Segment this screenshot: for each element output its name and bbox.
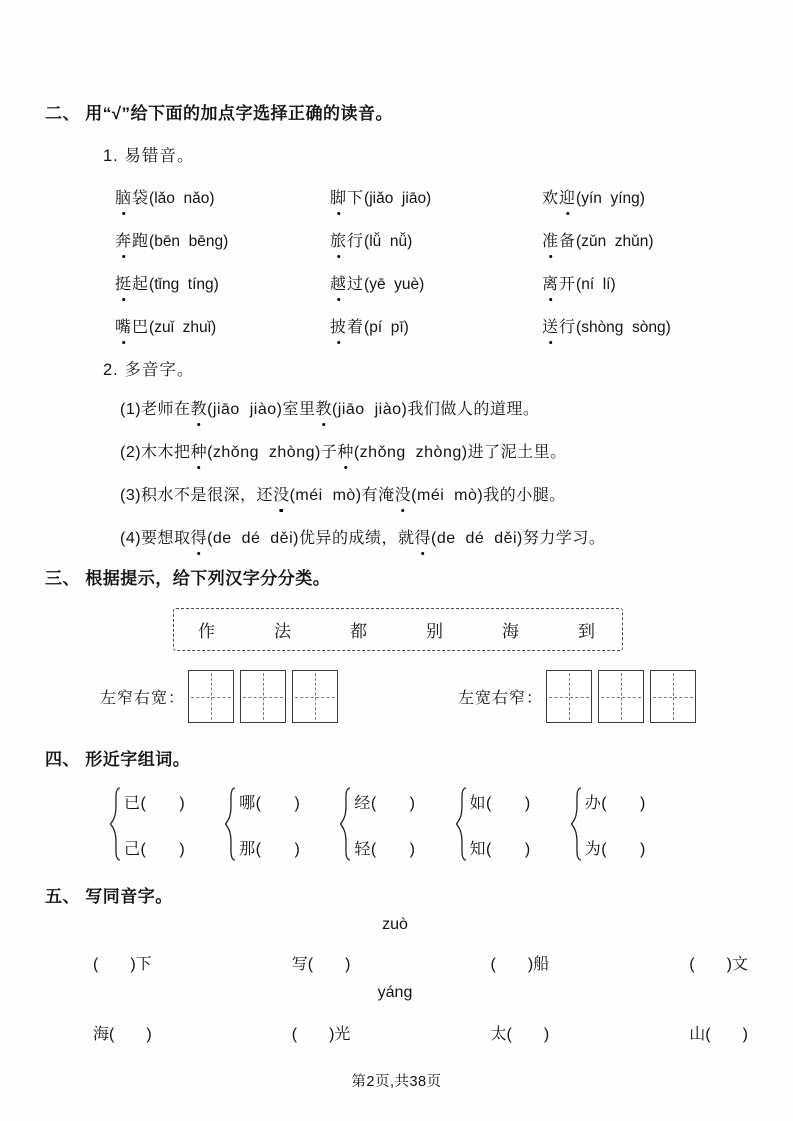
homophone-item: 山( ) [689,1026,748,1043]
pair-column [470,792,531,862]
dotted-char: 越 [330,274,347,296]
classification-row [100,670,748,723]
homophone-item: ( )文 [689,956,748,973]
grid-cells-right [546,670,696,723]
tian-grid-cell [598,670,644,723]
section2-sub1-label: 1. 易错音。 [103,147,195,165]
section2-sub2-label: 2. 多音字。 [103,361,195,379]
pair-bottom: 知( ) [469,840,531,858]
tian-grid-cell [292,670,338,723]
section3-heading: 三、 根据提示，给下列汉字分分类。 [45,569,331,588]
tian-grid-cell [188,670,234,723]
charbank-char: 法 [274,622,292,641]
dotted-char: 旅 [330,231,347,253]
sentence-text: (de dé děi)优异的成绩，就 [207,530,415,547]
dotted-char: 教 [191,399,208,421]
pinyin-options: (yín yíng) [576,190,645,207]
word-post: 袋 [132,190,150,207]
pair-top: 办( ) [584,794,646,812]
charbank-char: 别 [426,622,444,641]
tian-grid-cell [546,670,592,723]
dotted-char: 迎 [559,188,576,210]
word-item [542,274,748,296]
sentence-text: (3)积水不是很深，还 [120,487,274,504]
polyphone-sentences [120,399,748,550]
pair-group [225,787,300,866]
homophone-item: ( )下 [93,956,152,973]
word-item [542,317,748,339]
pair-column [585,792,646,862]
sentence-text: (jiāo jiào)我们做人的道理。 [331,401,540,418]
category-label-right: 左宽右窄： [458,690,544,707]
sentence-text: (méi mò)有淹 [289,487,395,504]
word-post: 下 [347,190,365,207]
pinyin-options: (shòng sòng) [576,319,671,336]
section2-heading: 二、 用“√”给下面的加点字选择正确的读音。 [45,104,394,123]
pronunciation-words-grid [115,188,748,339]
pinyin-options: (yē yuè) [364,276,425,293]
tian-grid-cell [650,670,696,723]
pair-top: 经( ) [354,794,416,812]
pair-group [571,787,646,866]
homophone-item: 海( ) [93,1026,152,1043]
word-item [115,231,330,253]
grid-cells-left [188,670,338,723]
pinyin-options: (lǎo nǎo) [149,190,215,207]
dotted-char: 脑 [115,188,132,210]
brace-icon [225,787,236,866]
pinyin-options: (tǐng tíng) [149,276,219,293]
tian-grid-cell [240,670,286,723]
pair-bottom: 己( ) [124,840,186,858]
pinyin-options: (lǚ nǚ) [364,233,413,250]
pair-group [340,787,415,866]
word-item [115,317,330,339]
homophone-pinyin: zuò [382,916,408,933]
word-post: 开 [559,276,577,293]
dotted-char: 披 [330,317,347,339]
word-item [542,231,748,253]
sentence-text: (1)老师在 [120,401,191,418]
word-item [330,317,542,339]
homophone-row [93,1024,748,1046]
word-item [330,231,542,253]
section5-heading: 五、 写同音字。 [45,887,173,906]
charbank-char: 都 [350,622,368,641]
character-bank-box [173,608,623,651]
sentence-text: (de dé děi)努力学习。 [430,530,606,547]
pair-column [354,792,415,862]
dotted-char: 种 [191,442,208,464]
pinyin-options: (zuǐ zhuǐ) [149,319,217,336]
pair-bottom: 那( ) [239,840,301,858]
word-post: 行 [347,233,365,250]
dotted-char: 奔 [115,231,132,253]
brace-icon [110,787,121,866]
pair-group [110,787,185,866]
pinyin-options: (zǔn zhǔn) [576,233,654,250]
pair-top: 哪( ) [239,794,301,812]
brace-icon [340,787,351,866]
word-item [330,274,542,296]
charbank-char: 海 [502,622,520,641]
word-post: 过 [347,276,365,293]
pinyin-options: (ní lí) [576,276,616,293]
similar-char-pairs [110,787,748,866]
brace-icon [571,787,582,866]
charbank-char: 到 [578,622,596,641]
sentence-text: (2)木木把 [120,444,191,461]
sentence-line [120,442,748,464]
word-post: 跑 [132,233,150,250]
word-item [330,188,542,210]
word-post: 行 [559,319,577,336]
dotted-char: 种 [337,442,354,464]
pair-group [456,787,531,866]
dotted-char: 准 [542,231,559,253]
pair-bottom: 为( ) [584,840,646,858]
homophone-row [93,954,748,976]
homophone-item: 写( ) [291,956,351,973]
dotted-char: 教 [315,399,332,421]
word-item [115,188,330,210]
pinyin-options: (bēn bēng) [149,233,229,250]
homophone-item: ( )光 [291,1026,351,1043]
charbank-char: 作 [198,622,216,641]
pair-top: 已( ) [124,794,186,812]
brace-icon [456,787,467,866]
homophone-pinyin: yáng [377,984,413,1001]
pair-column [124,792,185,862]
homophone-item: ( )船 [490,956,550,973]
dotted-char: 没 [273,485,290,507]
sentence-line [120,528,748,550]
word-post: 着 [347,319,365,336]
word-post: 起 [132,276,150,293]
dotted-char: 挺 [115,274,132,296]
word-post: 备 [559,233,577,250]
pair-column [239,792,300,862]
word-pre: 欢 [542,190,560,207]
word-post: 巴 [132,319,150,336]
sentence-line [120,485,748,507]
sentence-text: (zhǒng zhòng)子 [207,444,338,461]
pinyin-options: (jiǎo jiāo) [364,190,432,207]
homophone-item: 太( ) [490,1026,550,1043]
dotted-char: 离 [542,274,559,296]
page-footer: 第2页,共38页 [351,1074,442,1090]
sentence-text: (méi mò)我的小腿。 [411,487,566,504]
pinyin-options: (pí pī) [364,319,409,336]
dotted-char: 得 [191,528,208,550]
sentence-line [120,399,748,421]
sentence-text: (zhǒng zhòng)进了泥土里。 [353,444,567,461]
category-label-left: 左窄右宽： [100,690,186,707]
dotted-char: 脚 [330,188,347,210]
dotted-char: 嘴 [115,317,132,339]
word-item [115,274,330,296]
pair-top: 如( ) [469,794,531,812]
sentence-text: (jiāo jiào)室里 [207,401,316,418]
dotted-char: 得 [414,528,431,550]
pair-bottom: 轻( ) [354,840,416,858]
sentence-text: (4)要想取 [120,530,191,547]
section4-heading: 四、 形近字组词。 [45,750,191,769]
word-item [542,188,748,210]
dotted-char: 送 [542,317,559,339]
dotted-char: 没 [395,485,412,507]
